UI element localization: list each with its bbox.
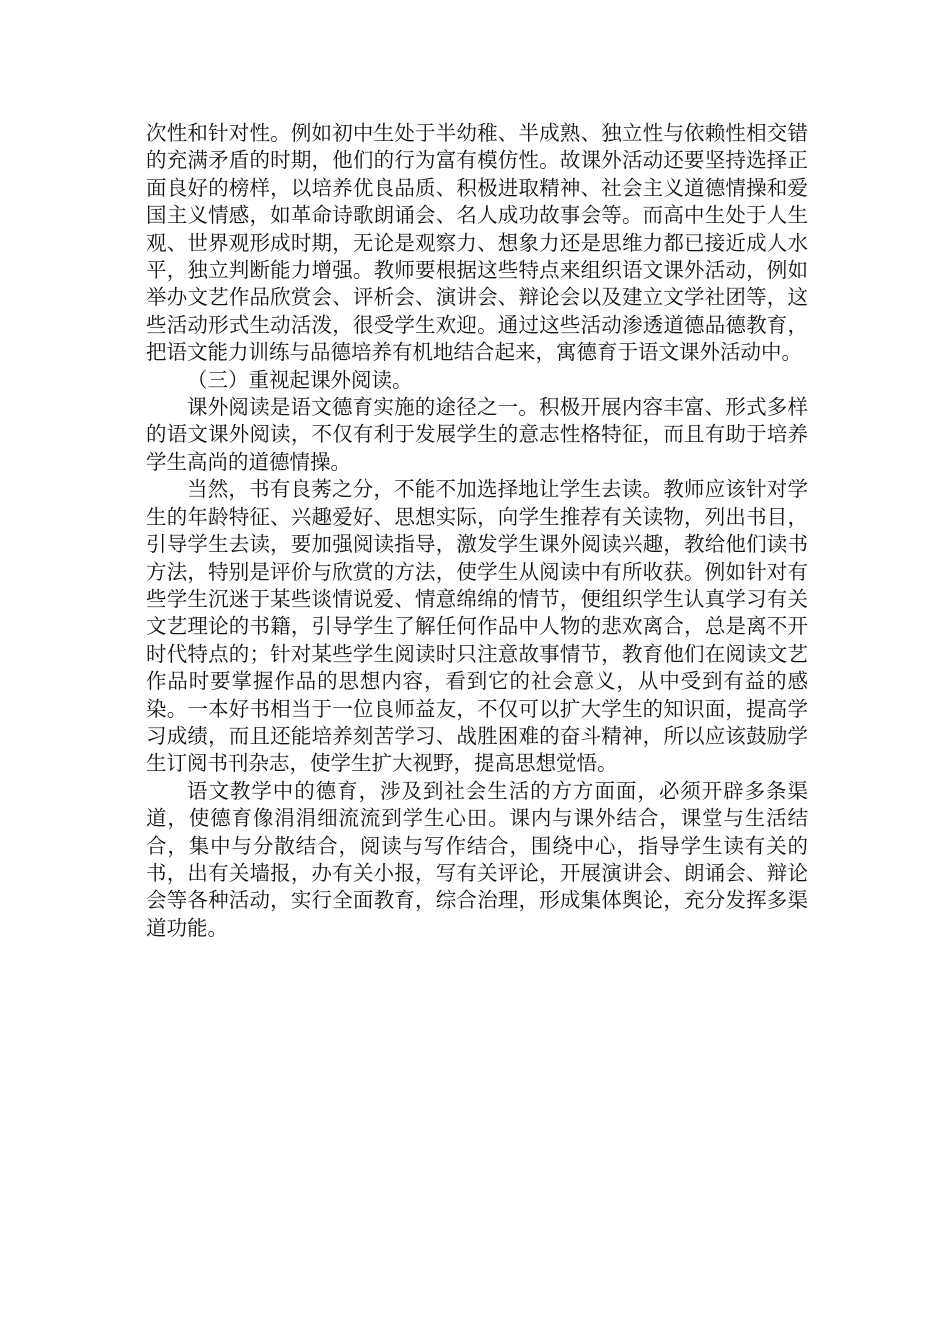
section-heading: （三）重视起课外阅读。 [187, 367, 413, 392]
document-body [146, 120, 808, 942]
paragraph: 语文教学中的德育，涉及到社会生活的方方面面，必须开辟多条渠道，使德育像涓涓细流流到学生心田。课内与课外结合，课堂与生活结合，集中与分散结合，阅读与写作结合，围绕中心，指导学生读有关的书，出有关墙报，办有关小报，写有关评论，开展演讲会、朗诵会、辩论会等各种活动，实行全面教育，综合治理，形成集体舆论，充分发挥多渠道功能。 [146, 778, 808, 940]
paragraph: 课外阅读是语文德育实施的途径之一。积极开展内容丰富、形式多样的语文课外阅读，不仅有利于发展学生的意志性格特征，而且有助于培养学生高尚的道德情操。 [146, 395, 808, 474]
paragraph-continuation: 次性和针对性。例如初中生处于半幼稚、半成熟、独立性与依赖性相交错的充满矛盾的时期，他们的行为富有模仿性。故课外活动还要坚持选择正面良好的榜样，以培养优良品质、积极进取精神、社会主义道德情操和爱国主义情感，如革命诗歌朗诵会、名人成功故事会等。而高中生处于人生观、世界观形成时期，无论是观察力、想象力还是思维力都已接近成人水平，独立判断能力增强。教师要根据这些特点来组织语文课外活动，例如举办文艺作品欣赏会、评析会、演讲会、辩论会以及建立文学社团等，这些活动形式生动活泼，很受学生欢迎。通过这些活动渗透道德品德教育，把语文能力训练与品德培养有机地结合起来，寓德育于语文课外活动中。 [146, 121, 808, 365]
paragraph: 当然，书有良莠之分，不能不加选择地让学生去读。教师应该针对学生的年龄特征、兴趣爱好、思想实际，向学生推荐有关读物，列出书目，引导学生去读，要加强阅读指导，激发学生课外阅读兴趣，教给他们读书方法，特别是评价与欣赏的方法，使学生从阅读中有所收获。例如针对有些学生沉迷于某些谈情说爱、情意绵绵的情节，便组织学生认真学习有关文艺理论的书籍，引导学生了解任何作品中人物的悲欢离合，总是离不开时代特点的；针对某些学生阅读时只注意故事情节，教育他们在阅读文艺作品时要掌握作品的思想内容，看到它的社会意义，从中受到有益的感染。一本好书相当于一位良师益友，不仅可以扩大学生的知识面，提高学习成绩，而且还能培养刻苦学习、战胜困难的奋斗精神，所以应该鼓励学生订阅书刊杂志，使学生扩大视野，提高思想觉悟。 [146, 477, 808, 776]
